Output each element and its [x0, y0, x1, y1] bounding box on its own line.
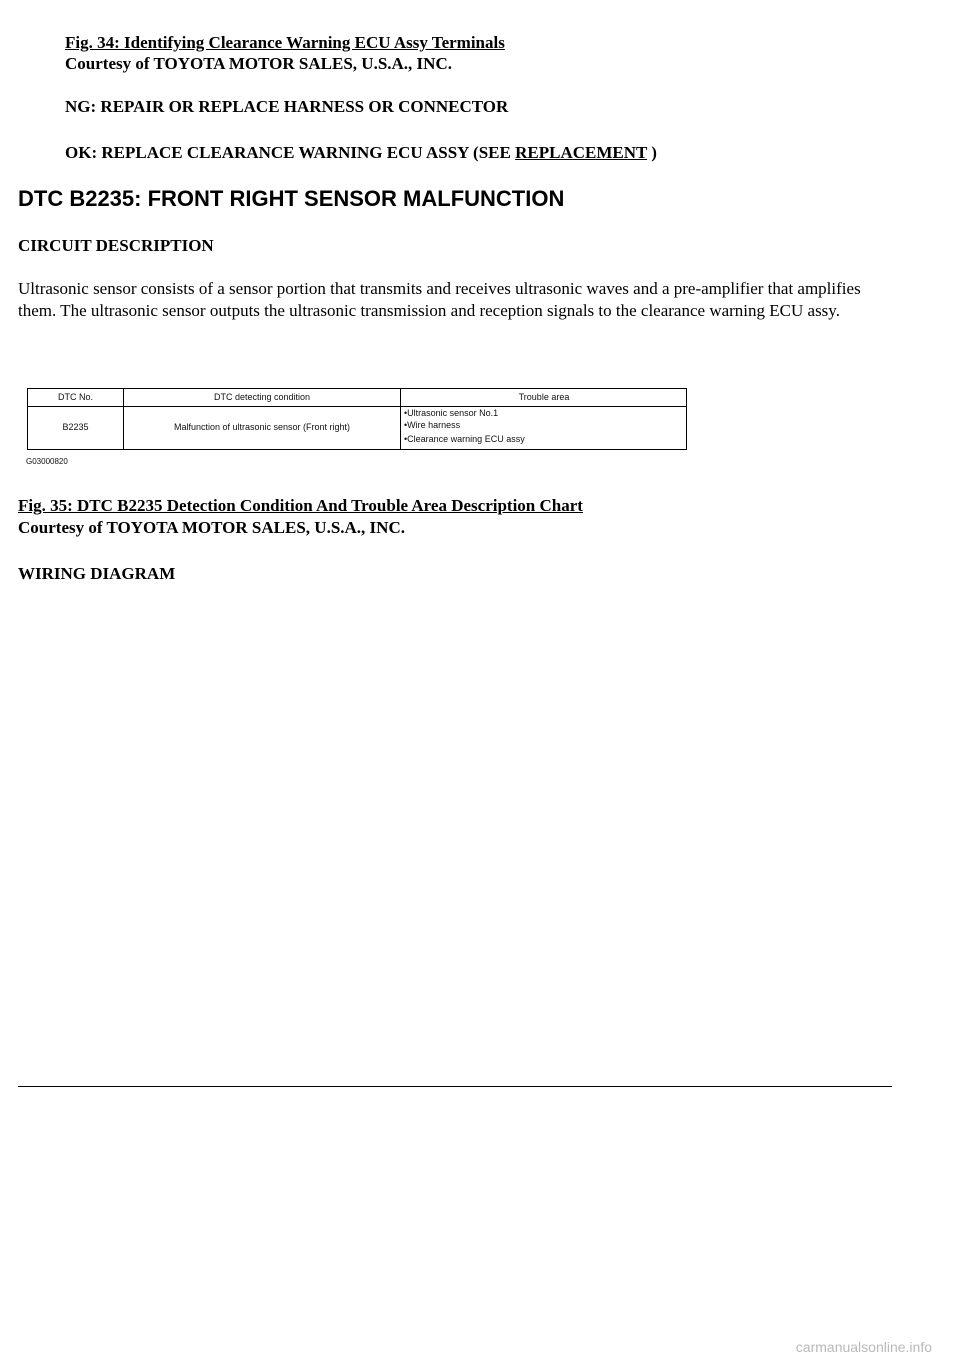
fig35-courtesy: Courtesy of TOYOTA MOTOR SALES, U.S.A., INC.: [18, 518, 405, 537]
page-divider: [18, 1086, 892, 1087]
circuit-description-heading: CIRCUIT DESCRIPTION: [18, 236, 214, 255]
ng-instruction: NG: REPAIR OR REPLACE HARNESS OR CONNECTOR: [65, 97, 509, 116]
chart-cell-condition: Malfunction of ultrasonic sensor (Front right): [173, 422, 351, 432]
watermark: carmanualsonline.info: [795, 1339, 932, 1355]
fig34-title-link[interactable]: Fig. 34: Identifying Clearance Warning ECU Assy Terminals: [65, 33, 505, 52]
dtc-heading: DTC B2235: FRONT RIGHT SENSOR MALFUNCTION: [18, 186, 565, 211]
chart-cell-dtc-no: B2235: [62, 422, 89, 432]
ok-suffix: ): [647, 143, 657, 162]
fig35-title-link[interactable]: Fig. 35: DTC B2235 Detection Condition And Trouble Area Description Chart: [18, 496, 583, 515]
chart-header-trouble-area: Trouble area: [518, 392, 570, 402]
replacement-link[interactable]: REPLACEMENT: [515, 143, 648, 162]
dtc-chart-table: [27, 388, 687, 450]
circuit-description-body: Ultrasonic sensor consists of a sensor portion that transmits and receives ultrasonic waves and a pre-amplifier that amplifies them. The ultrasonic sensor outputs the ultrasonic transmission and reception signals to the clearance warning ECU assy.: [18, 279, 861, 320]
fig35-caption: [18, 495, 583, 516]
ok-instruction: [65, 142, 657, 163]
chart-cell-trouble-area-3: •Clearance warning ECU assy: [404, 434, 525, 444]
chart-header-condition: DTC detecting condition: [213, 392, 311, 402]
wiring-diagram-heading: WIRING DIAGRAM: [18, 564, 176, 583]
chart-cell-trouble-area-1: •Ultrasonic sensor No.1: [404, 408, 499, 418]
fig34-caption: [65, 32, 505, 53]
chart-header-dtc-no: DTC No.: [57, 392, 93, 402]
fig34-courtesy: Courtesy of TOYOTA MOTOR SALES, U.S.A., INC.: [65, 54, 452, 73]
chart-cell-trouble-area-2: •Wire harness: [404, 420, 461, 430]
chart-image-code: G03000820: [26, 457, 68, 466]
ok-prefix: OK: REPLACE CLEARANCE WARNING ECU ASSY (SEE: [65, 143, 516, 162]
